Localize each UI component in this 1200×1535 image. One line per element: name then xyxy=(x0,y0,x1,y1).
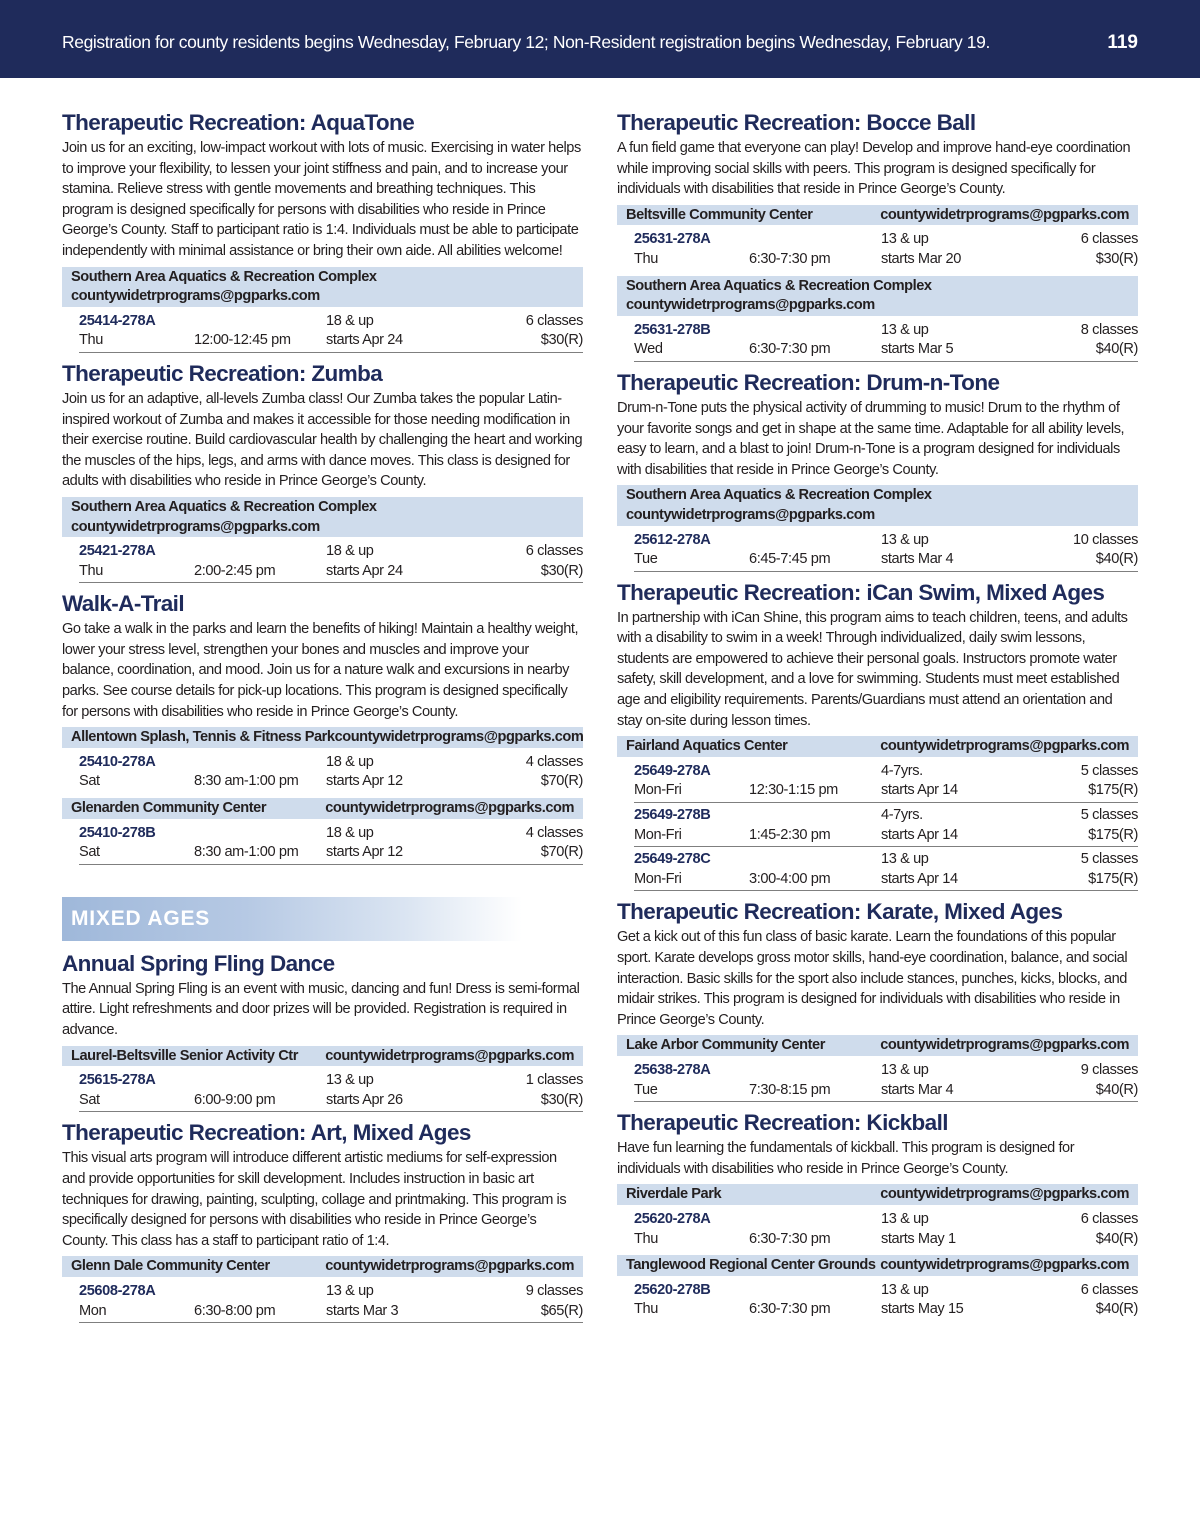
fee: $65(R) xyxy=(540,1302,583,1319)
class-offering xyxy=(79,1066,583,1112)
course-code[interactable]: 25615-278A xyxy=(79,1072,156,1089)
program-zumba xyxy=(62,361,583,583)
program-title: Annual Spring Fling Dance xyxy=(62,950,335,976)
location-header xyxy=(62,1256,583,1277)
day: Mon-Fri xyxy=(634,870,682,887)
location-name: Allentown Splash, Tennis & Fitness Park xyxy=(71,729,335,746)
age-range: 13 & up xyxy=(881,1061,929,1078)
program-title: Therapeutic Recreation: Drum-n-Tone xyxy=(617,369,1000,395)
class-count: 5 classes xyxy=(1080,807,1138,824)
age-range: 13 & up xyxy=(881,321,929,338)
day: Tue xyxy=(634,551,658,568)
program-spring-fling xyxy=(62,951,583,1113)
start-date: starts May 1 xyxy=(881,1230,956,1247)
age-range: 18 & up xyxy=(326,824,374,841)
program-description: Have fun learning the fundamentals of kickball. This program is designed for individuals with disabilities who reside in Prince George’s County. xyxy=(617,1140,1075,1177)
fee: $70(R) xyxy=(540,773,583,790)
location-name: Fairland Aquatics Center xyxy=(626,738,788,755)
day: Mon-Fri xyxy=(634,782,682,799)
time: 7:30-8:15 pm xyxy=(749,1081,831,1098)
fee: $175(R) xyxy=(1088,826,1138,843)
start-date: starts Apr 12 xyxy=(326,773,403,790)
page-number: 119 xyxy=(1107,32,1138,53)
time: 12:00-12:45 pm xyxy=(194,332,291,349)
location-header xyxy=(617,276,1138,316)
age-range: 13 & up xyxy=(326,1282,374,1299)
class-offering xyxy=(79,307,583,353)
location-header xyxy=(617,1255,1138,1276)
time: 8:30 am-1:00 pm xyxy=(194,773,299,790)
time: 6:30-7:30 pm xyxy=(749,1301,831,1318)
class-offering xyxy=(634,225,1138,270)
start-date: starts Apr 24 xyxy=(326,332,403,349)
class-count: 8 classes xyxy=(1080,321,1138,338)
class-offering xyxy=(634,1205,1138,1250)
fee: $30(R) xyxy=(540,332,583,349)
location-header xyxy=(62,798,583,819)
program-title: Therapeutic Recreation: iCan Swim, Mixed Ages xyxy=(617,579,1105,605)
time: 12:30-1:15 pm xyxy=(749,782,838,799)
location-header xyxy=(62,267,583,307)
time: 6:45-7:45 pm xyxy=(749,551,831,568)
contact-email[interactable]: countywidetrprograms@pgparks.com xyxy=(325,800,574,817)
class-count: 9 classes xyxy=(1080,1061,1138,1078)
class-count: 6 classes xyxy=(1080,231,1138,248)
time: 6:30-7:30 pm xyxy=(749,250,831,267)
program-description: Join us for an exciting, low-impact workout with lots of music. Exercising in water helps to improve your flexibility, to lessen your joint stiffness and pain, and to increase your stamina. Relieve stress with gentle movements and breathing techniques. This program is designed specifically for persons with disabilities who reside in Prince George’s County. Staff to participant ratio is 1:4. Individuals must be able to participate independently with minimal assistance or bring their own aide. All abilities welcome! xyxy=(62,140,581,259)
start-date: starts Apr 14 xyxy=(881,870,958,887)
fee: $40(R) xyxy=(1095,1081,1138,1098)
location-header xyxy=(617,736,1138,757)
fee: $40(R) xyxy=(1095,341,1138,358)
program-walk-a-trail xyxy=(62,591,583,865)
course-code[interactable]: 25649-278A xyxy=(634,762,711,779)
location-header xyxy=(617,205,1138,226)
day: Thu xyxy=(79,562,103,579)
program-title: Therapeutic Recreation: Zumba xyxy=(62,360,383,386)
program-ican-swim xyxy=(617,580,1138,892)
contact-email[interactable]: countywidetrprograms@pgparks.com xyxy=(325,1047,574,1064)
class-offering xyxy=(634,1276,1138,1321)
day: Sat xyxy=(79,1091,100,1108)
class-offering xyxy=(634,803,1138,847)
fee: $70(R) xyxy=(540,844,583,861)
age-range: 13 & up xyxy=(881,1281,929,1298)
program-title: Therapeutic Recreation: Karate, Mixed Ages xyxy=(617,899,1063,925)
program-karate xyxy=(617,899,1138,1102)
day: Thu xyxy=(634,1301,658,1318)
class-offering xyxy=(634,526,1138,572)
age-range: 13 & up xyxy=(881,531,929,548)
day: Wed xyxy=(634,341,663,358)
age-range: 18 & up xyxy=(326,543,374,560)
section-band-mixed-ages: MIXED AGES xyxy=(62,897,522,941)
fee: $40(R) xyxy=(1095,1230,1138,1247)
time: 6:30-8:00 pm xyxy=(194,1302,276,1319)
fee: $30(R) xyxy=(1095,250,1138,267)
location-name: Lake Arbor Community Center xyxy=(626,1037,825,1054)
class-count: 1 classes xyxy=(525,1072,583,1089)
location-header xyxy=(617,1184,1138,1205)
time: 6:30-7:30 pm xyxy=(749,1230,831,1247)
location-name: Southern Area Aquatics & Recreation Complex xyxy=(71,498,377,515)
start-date: starts Apr 24 xyxy=(326,562,403,579)
day: Tue xyxy=(634,1081,658,1098)
course-code[interactable]: 25410-278B xyxy=(79,824,156,841)
program-title: Therapeutic Recreation: AquaTone xyxy=(62,110,415,135)
class-offering xyxy=(634,757,1138,803)
fee: $30(R) xyxy=(540,1091,583,1108)
program-description: Get a kick out of this fun class of basic karate. Learn the foundations of this popular sport. Karate develops gross motor skills, hand-eye coordination, balance, and social interaction. Basic skills for the sport also include stances, punches, kicks, blocks, and midair strikes. This program is designed for individuals with disabilities who reside in Prince George’s County. xyxy=(617,929,1128,1028)
age-range: 4-7yrs. xyxy=(881,762,923,779)
location-name: Southern Area Aquatics & Recreation Complex xyxy=(71,268,377,285)
program-title: Therapeutic Recreation: Art, Mixed Ages xyxy=(62,1120,471,1146)
time: 2:00-2:45 pm xyxy=(194,562,276,579)
class-offering xyxy=(79,1277,583,1323)
age-range: 18 & up xyxy=(326,312,374,329)
time: 6:00-9:00 pm xyxy=(194,1091,276,1108)
location-name: Tanglewood Regional Center Grounds xyxy=(626,1257,876,1274)
age-range: 13 & up xyxy=(881,231,929,248)
program-kickball xyxy=(617,1110,1138,1321)
class-offering xyxy=(634,1056,1138,1102)
fee: $40(R) xyxy=(1095,1301,1138,1318)
age-range: 4-7yrs. xyxy=(881,807,923,824)
course-code[interactable]: 25620-278A xyxy=(634,1210,711,1227)
contact-email[interactable]: countywidetrprograms@pgparks.com xyxy=(880,206,1129,223)
time: 3:00-4:00 pm xyxy=(749,870,831,887)
start-date: starts Mar 4 xyxy=(881,1081,954,1098)
course-code[interactable]: 25612-278A xyxy=(634,531,711,548)
start-date: starts Apr 14 xyxy=(881,782,958,799)
class-count: 6 classes xyxy=(1080,1281,1138,1298)
course-code[interactable]: 25410-278A xyxy=(79,753,156,770)
location-name: Laurel-Beltsville Senior Activity Ctr xyxy=(71,1047,298,1064)
class-count: 6 classes xyxy=(1080,1210,1138,1227)
start-date: starts Mar 5 xyxy=(881,341,954,358)
program-drum-n-tone xyxy=(617,370,1138,572)
right-column xyxy=(617,110,1138,1329)
location-name: Glenn Dale Community Center xyxy=(71,1258,270,1275)
program-title: Therapeutic Recreation: Kickball xyxy=(617,1110,948,1136)
class-offering xyxy=(79,819,583,865)
class-count: 9 classes xyxy=(525,1282,583,1299)
fee: $40(R) xyxy=(1095,551,1138,568)
contact-email[interactable]: countywidetrprograms@pgparks.com xyxy=(626,297,875,314)
class-offering xyxy=(634,847,1138,891)
contact-email[interactable]: countywidetrprograms@pgparks.com xyxy=(880,1186,1129,1203)
day: Sat xyxy=(79,773,100,790)
day: Thu xyxy=(79,332,103,349)
start-date: starts May 15 xyxy=(881,1301,964,1318)
course-code[interactable]: 25631-278A xyxy=(634,231,711,248)
location-name: Riverdale Park xyxy=(626,1186,722,1203)
start-date: starts Mar 3 xyxy=(326,1302,399,1319)
course-code[interactable]: 25421-278A xyxy=(79,543,156,560)
fee: $30(R) xyxy=(540,562,583,579)
contact-email[interactable]: countywidetrprograms@pgparks.com xyxy=(71,518,320,535)
day: Thu xyxy=(634,250,658,267)
course-code[interactable]: 25631-278B xyxy=(634,321,711,338)
left-column xyxy=(62,110,583,1331)
day: Mon-Fri xyxy=(634,826,682,843)
age-range: 13 & up xyxy=(881,1210,929,1227)
time: 8:30 am-1:00 pm xyxy=(194,844,299,861)
program-title: Walk-A-Trail xyxy=(62,591,184,617)
class-count: 5 classes xyxy=(1080,851,1138,868)
course-code[interactable]: 25608-278A xyxy=(79,1282,156,1299)
program-title: Therapeutic Recreation: Bocce Ball xyxy=(617,110,976,135)
fee: $175(R) xyxy=(1088,782,1138,799)
day: Sat xyxy=(79,844,100,861)
location-name: Beltsville Community Center xyxy=(626,206,813,223)
location-header xyxy=(62,497,583,537)
class-offering xyxy=(79,748,583,793)
day: Mon xyxy=(79,1302,107,1319)
course-code[interactable]: 25638-278A xyxy=(634,1061,711,1078)
program-description: In partnership with iCan Shine, this program aims to teach children, teens, and adults with a disability to swim in a week! Through individualized, daily swim lessons, students are empowered to achieve their personal goals. Instructors promote water safety, skill development, and a love for swimming. Students must meet established age and eligibility requirements. Parents/Guardians must attend an orientation and stay on-site during lesson times. xyxy=(617,609,1128,729)
program-description: Drum-n-Tone puts the physical activity of drumming to music! Drum to the rhythm of your favorite songs and get in shape at the same time. Adaptable for all ability levels, easy to learn, and a blast to join! Drum-n-Tone is a program designed for individuals with disabilities that reside in Prince George’s County. xyxy=(617,399,1125,478)
location-header xyxy=(62,1046,583,1067)
course-code[interactable]: 25620-278B xyxy=(634,1281,711,1298)
program-bocce-ball xyxy=(617,110,1138,362)
location-name: Glenarden Community Center xyxy=(71,800,267,817)
location-header xyxy=(617,1035,1138,1056)
class-count: 5 classes xyxy=(1080,762,1138,779)
class-count: 4 classes xyxy=(525,824,583,841)
course-code[interactable]: 25649-278B xyxy=(634,807,711,824)
time: 1:45-2:30 pm xyxy=(749,826,831,843)
start-date: starts Apr 26 xyxy=(326,1091,403,1108)
start-date: starts Mar 4 xyxy=(881,551,954,568)
contact-email[interactable]: countywidetrprograms@pgparks.com xyxy=(334,729,584,746)
fee: $175(R) xyxy=(1088,870,1138,887)
class-count: 10 classes xyxy=(1073,531,1138,548)
start-date: starts Apr 12 xyxy=(326,844,403,861)
class-count: 4 classes xyxy=(525,753,583,770)
location-name: Southern Area Aquatics & Recreation Complex xyxy=(626,277,932,294)
contact-email[interactable]: countywidetrprograms@pgparks.com xyxy=(880,1037,1129,1054)
course-code[interactable]: 25414-278A xyxy=(79,312,156,329)
time: 6:30-7:30 pm xyxy=(749,341,831,358)
class-offering xyxy=(634,316,1138,362)
course-code[interactable]: 25649-278C xyxy=(634,851,711,868)
program-description: This visual arts program will introduce different artistic mediums for self-expression and provide opportunities for skill development. Includes instruction in basic art techniques for drawing, painting, sculpting, collage and printmaking. This program is specifically designed for persons with disabilities who reside in Prince George’s County. This class has a staff to participant ratio of 1:4. xyxy=(62,1150,567,1249)
class-offering xyxy=(79,537,583,583)
age-range: 13 & up xyxy=(881,851,929,868)
day: Thu xyxy=(634,1230,658,1247)
contact-email[interactable]: countywidetrprograms@pgparks.com xyxy=(325,1258,574,1275)
contact-email[interactable]: countywidetrprograms@pgparks.com xyxy=(71,288,320,305)
registration-note: Registration for county residents begins Wednesday, February 12; Non-Resident registration begins Wednesday, February 19. xyxy=(62,32,990,52)
contact-email[interactable]: countywidetrprograms@pgparks.com xyxy=(880,738,1129,755)
start-date: starts Mar 20 xyxy=(881,250,961,267)
program-description: A fun field game that everyone can play! Develop and improve hand-eye coordination while improving social skills with peers. This program is designed specifically for individuals with disabilities that reside in Prince George’s County. xyxy=(617,140,1131,198)
location-header xyxy=(62,727,583,748)
class-count: 6 classes xyxy=(525,312,583,329)
location-header xyxy=(617,485,1138,525)
program-description: The Annual Spring Fling is an event with music, dancing and fun! Dress is semi-formal attire. Light refreshments and door prizes will be provided. Registration is required in advance. xyxy=(62,980,580,1038)
location-name: Southern Area Aquatics & Recreation Complex xyxy=(626,487,932,504)
age-range: 13 & up xyxy=(326,1072,374,1089)
program-description: Go take a walk in the parks and learn the benefits of hiking! Maintain a healthy weight, lower your stress level, strengthen your bones and muscles and improve your balance, coordination, and mood. Join us for a nature walk and excursions in nearby parks. See course details for pick-up locations. This program is designed specifically for persons with disabilities who reside in Prince George’s County. xyxy=(62,621,579,720)
class-count: 6 classes xyxy=(525,543,583,560)
contact-email[interactable]: countywidetrprograms@pgparks.com xyxy=(626,506,875,523)
start-date: starts Apr 14 xyxy=(881,826,958,843)
program-art xyxy=(62,1120,583,1323)
program-description: Join us for an adaptive, all-levels Zumba class! Our Zumba takes the popular Latin-inspired workout of Zumba and makes it accessible for those needing modification in their exercise routine. Build cardiovascular health by challenging the heart and working the muscles of the hips, legs, and arms with dance moves. This class is designed for adults with disabilities who reside in Prince George’s County. xyxy=(62,390,583,490)
page-header xyxy=(0,0,1200,78)
contact-email[interactable]: countywidetrprograms@pgparks.com xyxy=(880,1257,1129,1274)
program-aquatone xyxy=(62,110,583,353)
age-range: 18 & up xyxy=(326,753,374,770)
